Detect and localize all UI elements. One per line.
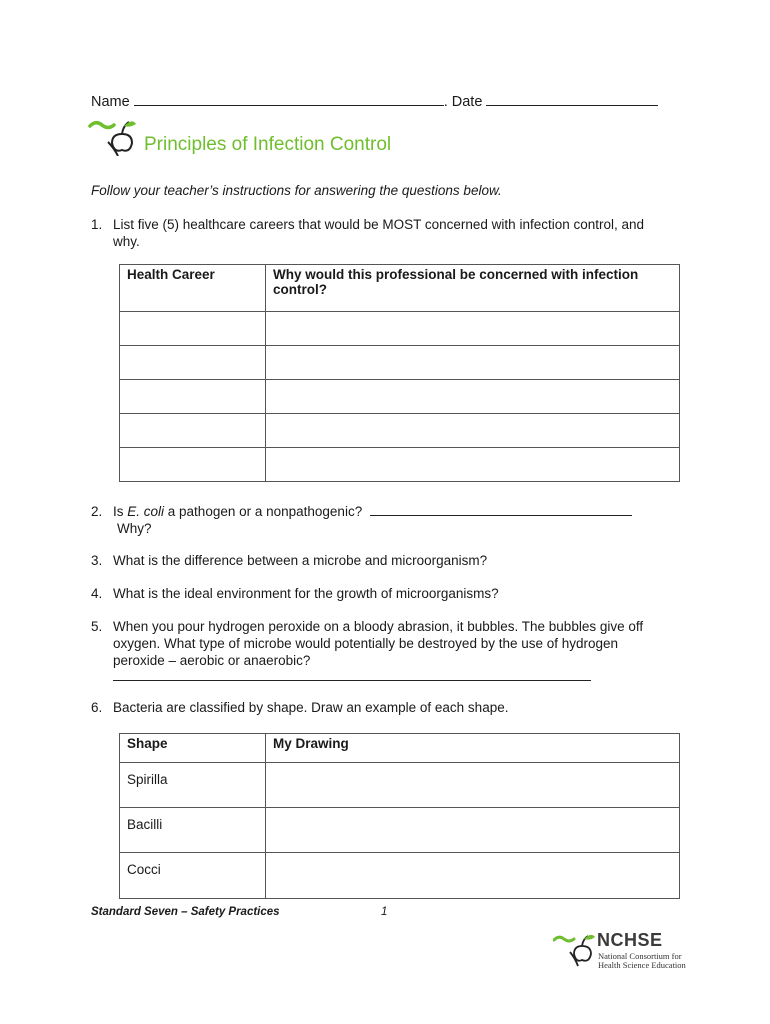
shape-table xyxy=(119,733,680,899)
date-label: . Date xyxy=(443,94,483,110)
question-5-answer-line[interactable] xyxy=(113,680,591,681)
drawing-cell[interactable] xyxy=(266,763,680,808)
table-row xyxy=(120,808,680,853)
table-row xyxy=(120,312,680,346)
table-row xyxy=(120,448,680,482)
page-title: Principles of Infection Control xyxy=(144,134,392,155)
shape-label: Spirilla xyxy=(120,763,266,808)
footer-standard: Standard Seven – Safety Practices xyxy=(91,906,280,918)
table-row xyxy=(120,380,680,414)
shape-table-header-drawing: My Drawing xyxy=(266,734,680,763)
table-row xyxy=(120,763,680,808)
shape-table-header-shape: Shape xyxy=(120,734,266,763)
drawing-cell[interactable] xyxy=(266,808,680,853)
name-date-line xyxy=(91,93,658,110)
why-cell[interactable] xyxy=(266,312,680,346)
nchse-logo-icon xyxy=(553,930,597,973)
why-cell[interactable] xyxy=(266,414,680,448)
nchse-brand-name: NCHSE xyxy=(597,930,663,950)
instructions: Follow your teacher’s instructions for answering the questions below. xyxy=(91,183,502,198)
career-cell[interactable] xyxy=(120,380,266,414)
career-table-header-career: Health Career xyxy=(120,265,266,312)
shape-label: Cocci xyxy=(120,853,266,899)
career-cell[interactable] xyxy=(120,312,266,346)
why-cell[interactable] xyxy=(266,448,680,482)
pathogen-answer-field[interactable] xyxy=(370,503,632,516)
name-field[interactable] xyxy=(134,93,444,106)
question-2-why: Why? xyxy=(117,521,152,536)
why-cell[interactable] xyxy=(266,380,680,414)
career-cell[interactable] xyxy=(120,346,266,380)
page-number: 1 xyxy=(381,906,388,918)
apple-logo-icon xyxy=(88,116,138,161)
date-field[interactable] xyxy=(486,93,658,106)
name-label: Name xyxy=(91,94,130,110)
table-row xyxy=(120,414,680,448)
drawing-cell[interactable] xyxy=(266,853,680,899)
shape-label: Bacilli xyxy=(120,808,266,853)
table-row xyxy=(120,346,680,380)
career-table-header-why: Why would this professional be concerned with infection control? xyxy=(266,265,680,312)
career-cell[interactable] xyxy=(120,448,266,482)
why-cell[interactable] xyxy=(266,346,680,380)
table-row xyxy=(120,853,680,899)
career-table xyxy=(119,264,680,482)
nchse-brand-subtitle: National Consortium for Health Science Education xyxy=(598,951,686,970)
career-cell[interactable] xyxy=(120,414,266,448)
